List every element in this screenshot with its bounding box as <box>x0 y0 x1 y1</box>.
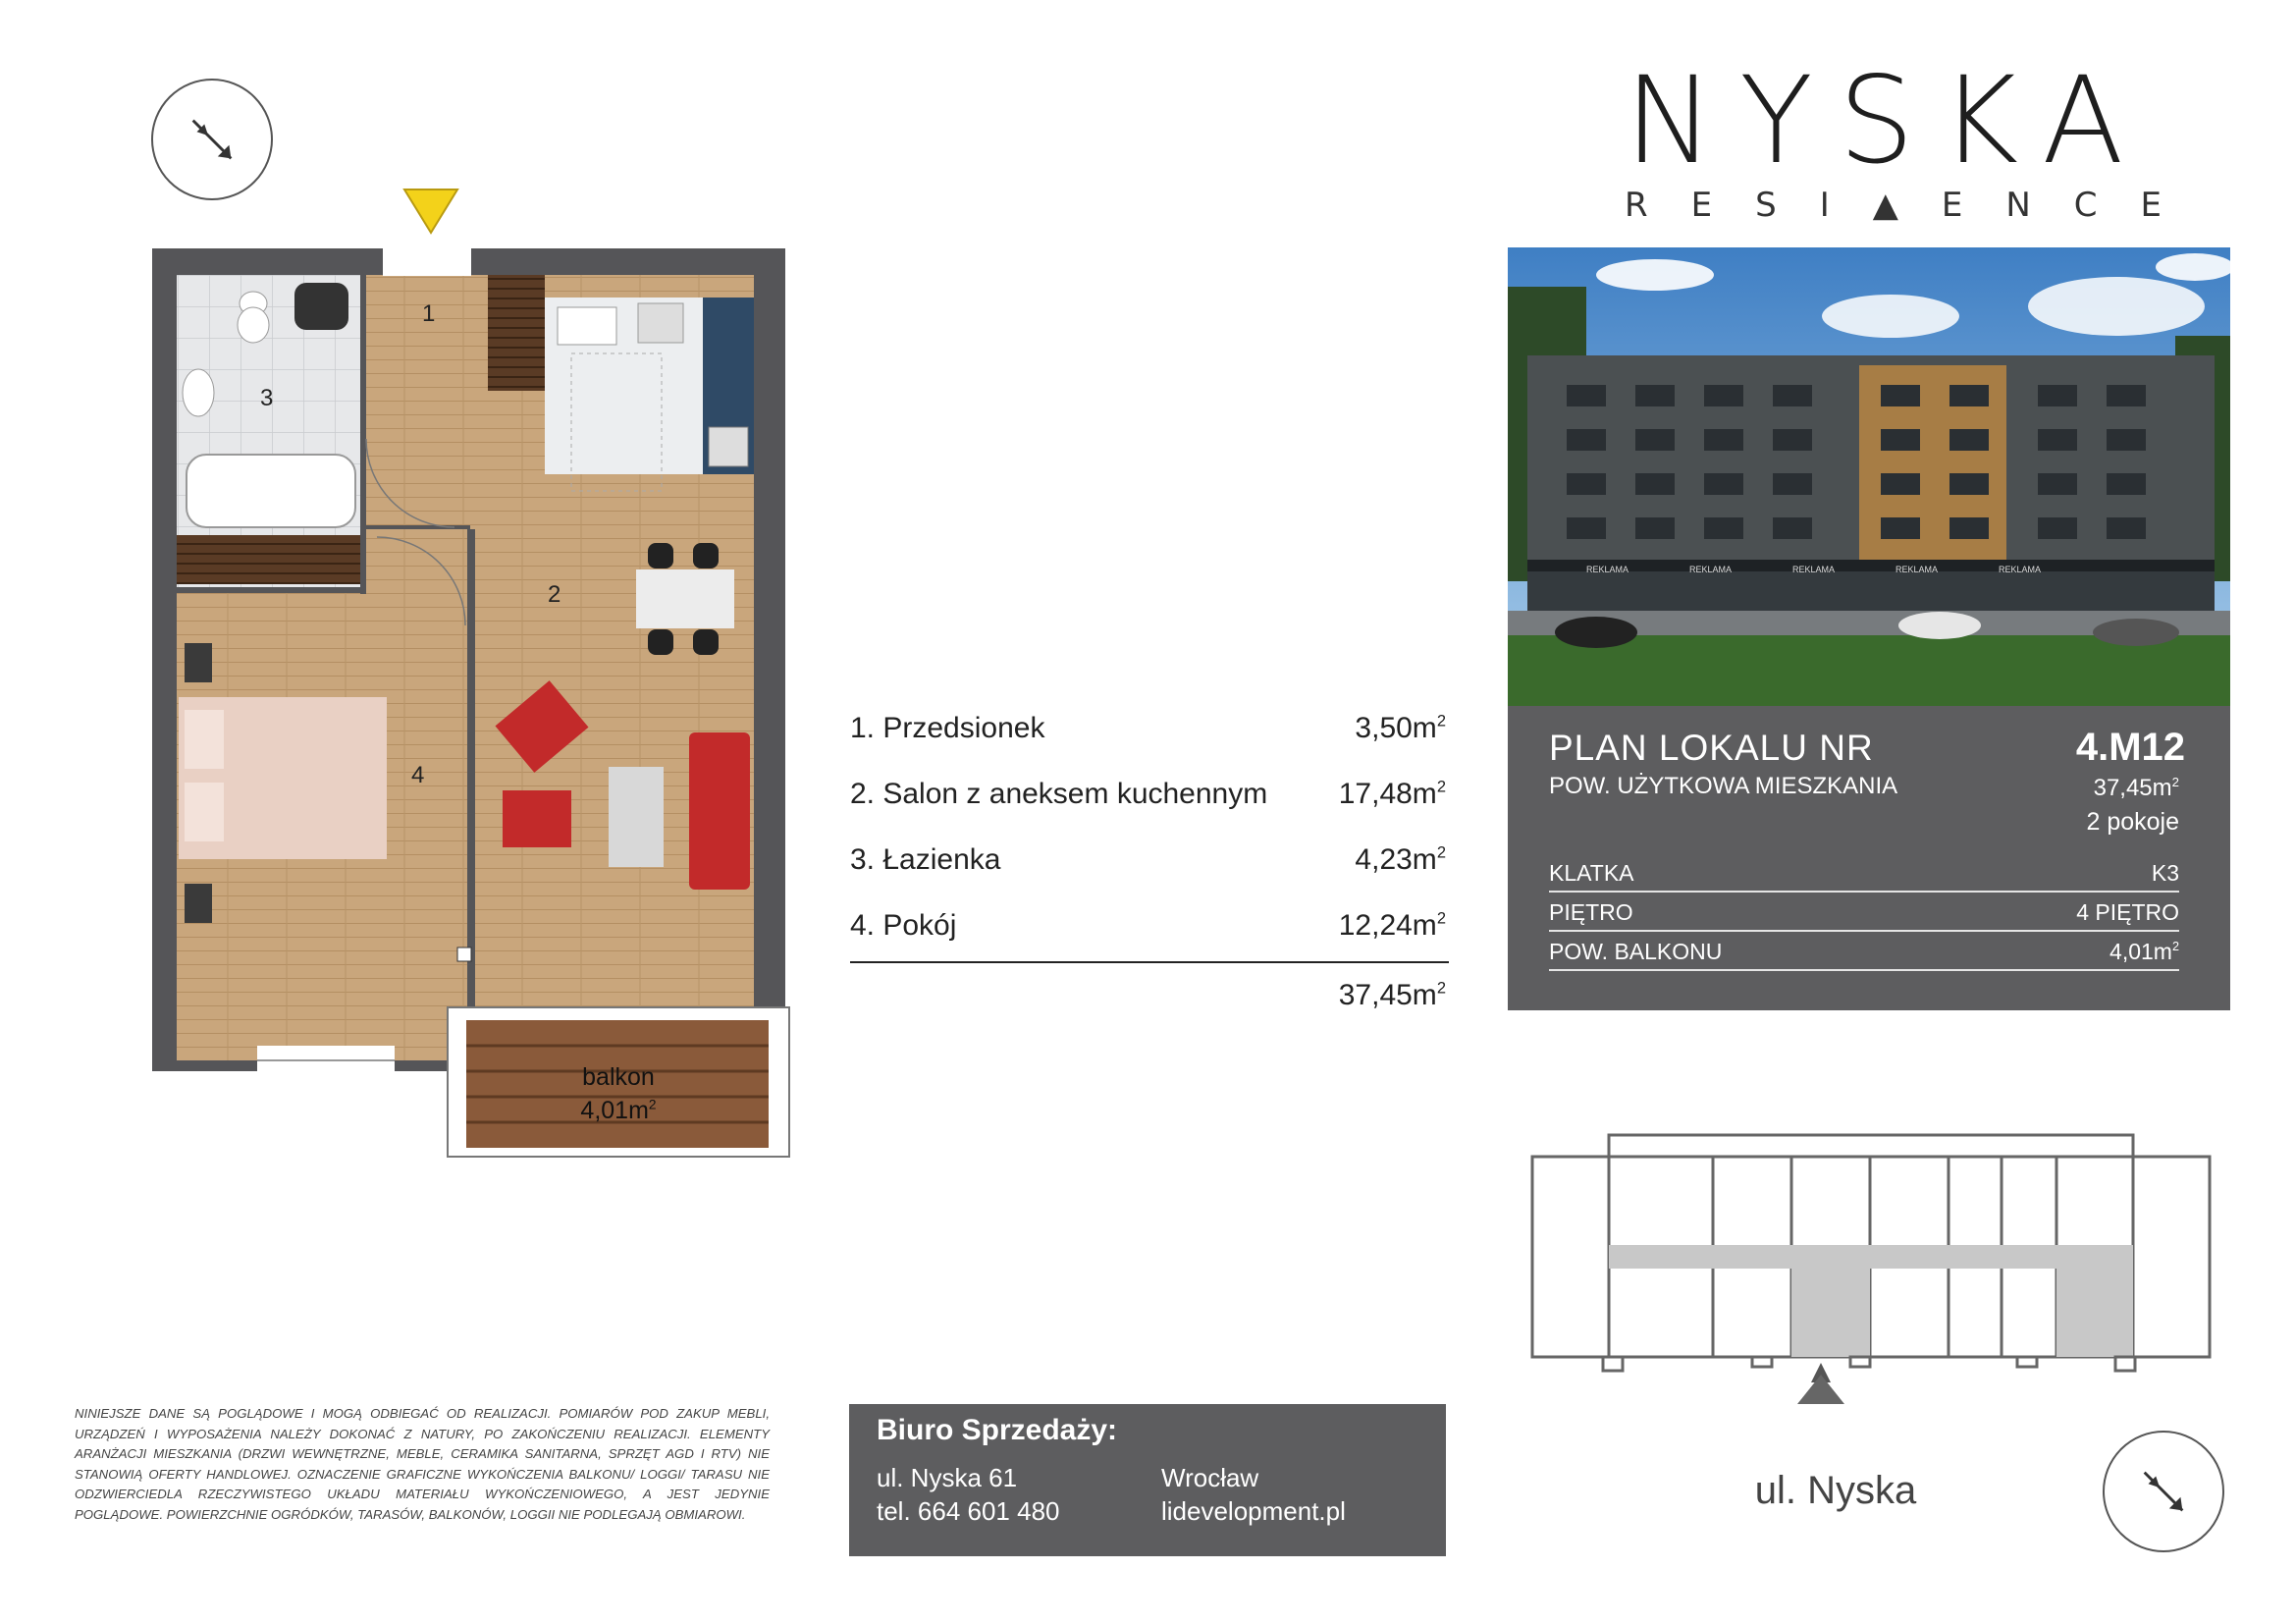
sales-phone: tel. 664 601 480 <box>877 1496 1060 1526</box>
info-row-balcony-area: POW. BALKONU $4,01m^2$ <box>1549 932 2179 971</box>
room-number-2: 2 <box>548 581 561 608</box>
logo-subtitle: RESI▲ENCE <box>1625 186 2206 225</box>
room-area: $12,24m^2$ <box>1338 909 1446 942</box>
unit-info-panel <box>1508 706 2230 1010</box>
sales-title: Biuro Sprzedaży: <box>877 1414 1118 1446</box>
room-list-item <box>850 909 1449 948</box>
balcony-label: balkon <box>582 1063 655 1091</box>
room-area: $3,50m^2$ <box>1355 712 1446 744</box>
room-list-item <box>850 778 1449 817</box>
sales-office-box <box>849 1404 1446 1556</box>
render-sign: REKLAMA <box>1689 565 1733 574</box>
usable-area-value: $37,45m^2$ <box>2093 774 2179 801</box>
sales-address: ul. Nyska 61 <box>877 1463 1018 1492</box>
room-area: $4,23m^2$ <box>1355 843 1446 876</box>
building-render <box>1508 247 2230 706</box>
usable-area-label: POW. UŻYTKOWA MIESZKANIA <box>1549 773 1898 799</box>
sales-website[interactable]: lidevelopment.pl <box>1161 1496 1346 1526</box>
info-row-klatka: KLATKA K3 <box>1549 853 2179 893</box>
render-sign: REKLAMA <box>1999 565 2042 574</box>
panel-title: PLAN LOKALU NR <box>1549 728 1874 768</box>
room-list-item <box>850 712 1449 751</box>
entry-marker <box>404 189 457 233</box>
sales-city: Wrocław <box>1161 1463 1259 1492</box>
balcony-area: $4,01m^2$ <box>580 1097 657 1124</box>
compass-north-icon <box>2103 1431 2224 1552</box>
room-number-1: 1 <box>422 300 436 327</box>
disclaimer-text: NINIEJSZE DANE SĄ POGLĄDOWE I MOGĄ ODBIEGAĆ OD REALIZACJI. POMIARÓW POD ZAKUP MEBLI, URZĄDZEŃ I WYPOSAŻENIA NALEŻY DOKONAĆ Z NATURY, PO ZAKOŃCZENIU REALIZACJI. ELEMENTY ARANŻACJI MIESZKANIA (DRZWI WEWNĘTRZNE, MEBLE, CERAMIKA SANITARNA, SPRZĘT AGD I RTV) NIE STANOWIĄ OFERTY HANDLOWEJ. OZNACZENIE GRAFICZNE WYKOŃCZENIA BALKONU/ LOGGI/ TARASU NIE ODZWIERCIEDLA RZECZYWISTEGO UKŁADU MATERIAŁU WYKOŃCZENIOWEGO, A JEST JEDYNIE POGLĄDOWE. POWIERZCHNIE OGRÓDKÓW, TARASÓW, BALKONÓW, LOGGII NIE PODLEGAJĄ OBMIAROWI. <box>75 1406 770 1522</box>
info-row-pietro: PIĘTRO 4 PIĘTRO <box>1549 893 2179 932</box>
room-name: 3. Łazienka <box>850 843 1001 876</box>
room-list-divider <box>850 961 1449 963</box>
room-name: 4. Pokój <box>850 909 957 942</box>
room-list-item <box>850 843 1449 883</box>
room-number-4: 4 <box>411 762 425 788</box>
room-number-3: 3 <box>260 385 274 411</box>
unit-number: 4.M12 <box>2075 726 2185 769</box>
room-name: 1. Przedsionek <box>850 712 1045 744</box>
total-area: $37,45m^2$ <box>1338 979 1446 1011</box>
rooms-count: 2 pokoje <box>2086 808 2179 836</box>
building-key-plan <box>1526 1129 2214 1404</box>
logo-title: NYSKA <box>1625 51 2150 190</box>
render-sign: REKLAMA <box>1586 565 1629 574</box>
street-label: ul. Nyska <box>1754 1469 1917 1512</box>
room-list-total <box>850 979 1449 1018</box>
render-sign: REKLAMA <box>1792 565 1836 574</box>
room-name: 2. Salon z aneksem kuchennym <box>850 778 1268 810</box>
render-sign: REKLAMA <box>1896 565 1939 574</box>
room-area: $17,48m^2$ <box>1338 778 1446 810</box>
